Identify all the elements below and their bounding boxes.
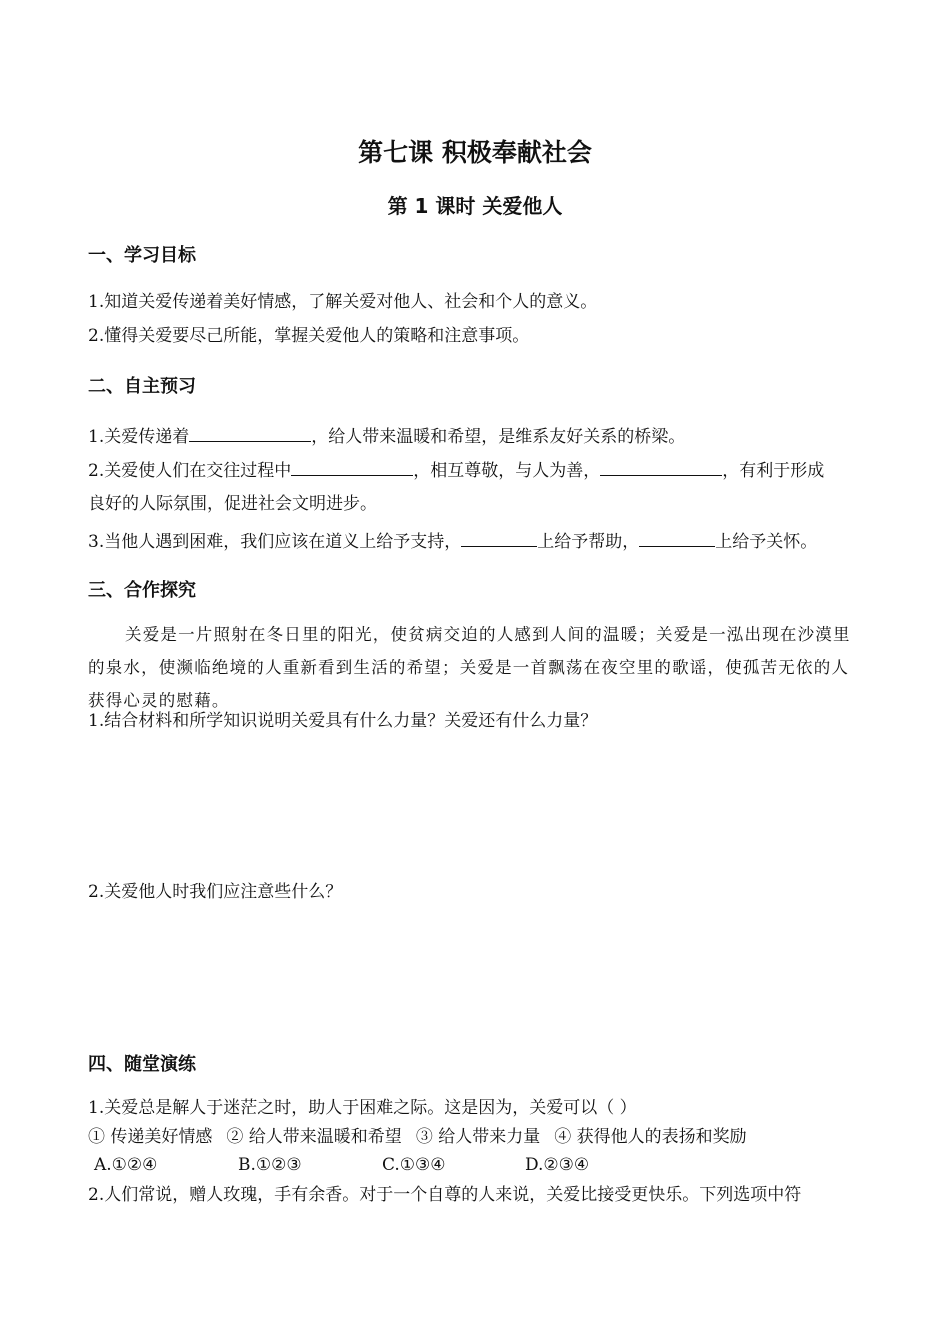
practice-question-2: 2.人们常说，赠人玫瑰，手有余香。对于一个自尊的人来说，关爱比接受更快乐。下列选项中符 bbox=[88, 1185, 802, 1205]
statement-3: ③ 给人带来力量 bbox=[415, 1127, 541, 1147]
option-d[interactable]: D.②③④ bbox=[525, 1155, 590, 1175]
preview-question-1 bbox=[88, 423, 685, 449]
statement-2: ② 给人带来温暖和希望 bbox=[226, 1127, 402, 1147]
goal-item-1: 1.知道关爱传递着美好情感，了解关爱对他人、社会和个人的意义。 bbox=[88, 292, 598, 312]
section-heading-inquiry: 三、合作探究 bbox=[88, 580, 196, 601]
practice-question-1: 1.关爱总是解人于迷茫之时，助人于困难之际。这是因为，关爱可以（ ） bbox=[88, 1098, 637, 1118]
preview-q1-text-after: ，给人带来温暖和希望，是维系友好关系的桥梁。 bbox=[311, 427, 686, 447]
preview-q2-text-after: ，有利于形成 bbox=[722, 461, 825, 481]
preview-question-3 bbox=[88, 528, 817, 554]
answer-blank[interactable] bbox=[639, 528, 715, 547]
inquiry-material: 关爱是一片照射在冬日里的阳光，使贫病交迫的人感到人间的温暖；关爱是一泓出现在沙漠里的泉水，使濒临绝境的人重新看到生活的希望；关爱是一首飘荡在夜空里的歌谣，使孤苦无依的人获得心灵的慰藉。 bbox=[88, 625, 851, 710]
answer-blank[interactable] bbox=[461, 528, 537, 547]
lesson-subtitle: 第 1 课时 关爱他人 bbox=[387, 194, 563, 218]
preview-question-2 bbox=[88, 457, 824, 483]
preview-q2-text-mid: ，相互尊敬，与人为善， bbox=[413, 461, 601, 481]
inquiry-question-2: 2.关爱他人时我们应注意些什么？ bbox=[88, 882, 343, 902]
section-heading-goals: 一、学习目标 bbox=[88, 245, 196, 266]
option-b[interactable]: B.①②③ bbox=[238, 1155, 302, 1175]
section-heading-preview: 二、自主预习 bbox=[88, 376, 196, 397]
statement-4: ④ 获得他人的表扬和奖励 bbox=[554, 1127, 747, 1147]
answer-blank[interactable] bbox=[291, 457, 413, 476]
preview-q1-text-before: 1.关爱传递着 bbox=[88, 427, 190, 447]
practice-q1-options bbox=[94, 1153, 589, 1177]
option-a[interactable]: A.①②④ bbox=[94, 1155, 158, 1175]
goal-item-2: 2.懂得关爱要尽己所能，掌握关爱他人的策略和注意事项。 bbox=[88, 326, 530, 346]
answer-blank[interactable] bbox=[600, 457, 722, 476]
option-c[interactable]: C.①③④ bbox=[382, 1155, 446, 1175]
answer-blank[interactable] bbox=[189, 423, 311, 442]
preview-q3-text-after: 上给予关怀。 bbox=[715, 532, 818, 552]
practice-q1-statements bbox=[88, 1125, 747, 1149]
section-heading-practice: 四、随堂演练 bbox=[88, 1054, 196, 1075]
lesson-title: 第七课 积极奉献社会 bbox=[358, 138, 592, 167]
inquiry-question-1: 1.结合材料和所学知识说明关爱具有什么力量？关爱还有什么力量？ bbox=[88, 711, 598, 731]
preview-q3-text-before: 3.当他人遇到困难，我们应该在道义上给予支持， bbox=[88, 532, 462, 552]
preview-question-2-continued: 良好的人际氛围，促进社会文明进步。 bbox=[88, 494, 377, 514]
preview-q2-text-before: 2.关爱使人们在交往过程中 bbox=[88, 461, 292, 481]
statement-1: ① 传递美好情感 bbox=[88, 1127, 213, 1147]
preview-q3-text-mid: 上给予帮助， bbox=[537, 532, 640, 552]
